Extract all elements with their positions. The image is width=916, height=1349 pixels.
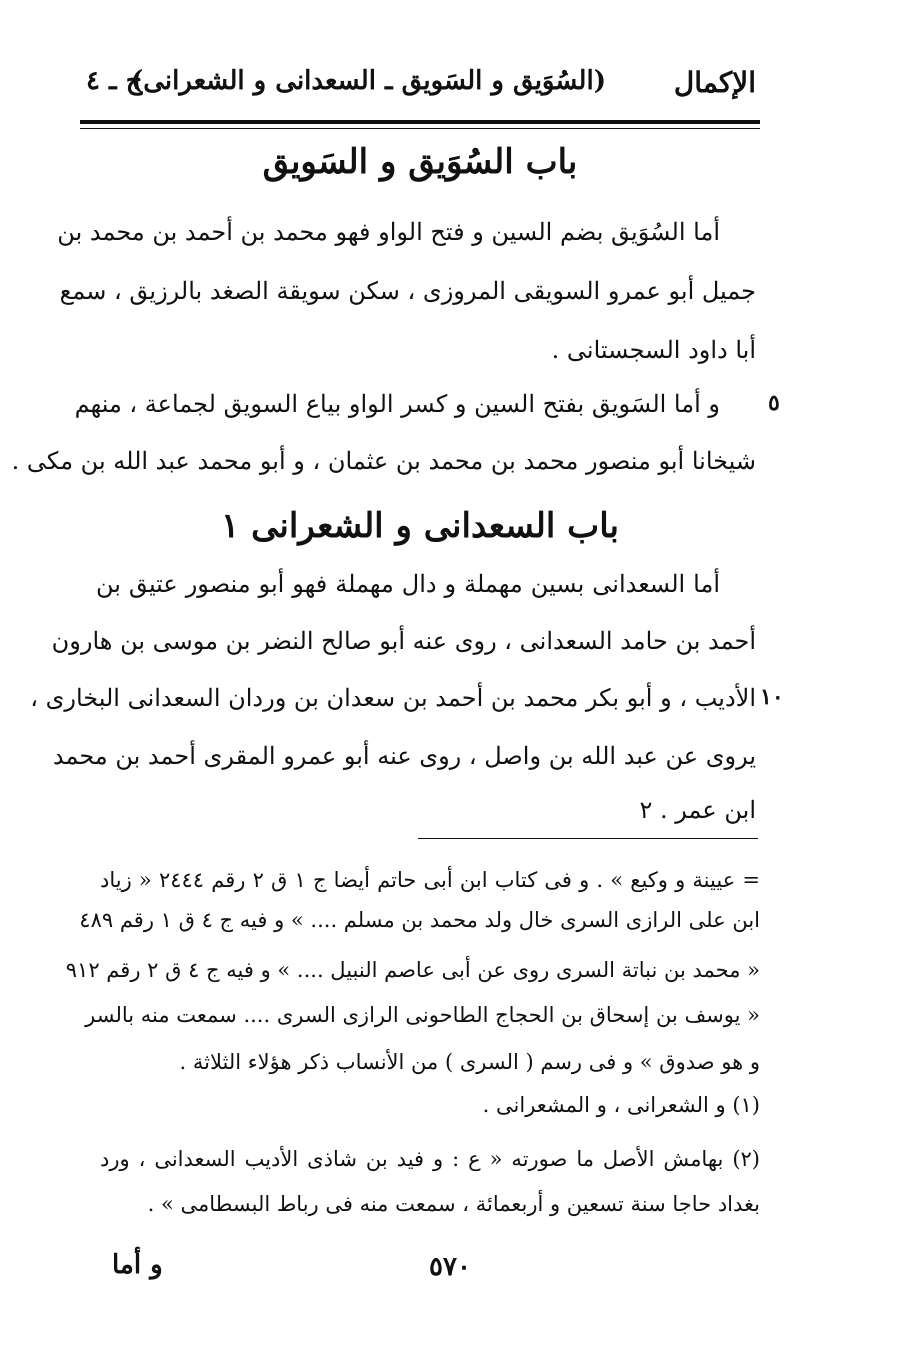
header-rule-thick xyxy=(80,120,760,124)
header-book-title: الإكمال xyxy=(673,66,756,99)
body-line: الأديب ، و أبو بكر محمد بن أحمد بن سعدان بن وردان السعدانى البخارى ، xyxy=(30,684,756,712)
footnote-line: « محمد بن نباتة السرى روى عن أبى عاصم النبيل .... » و فيه ج ٤ ق ٢ رقم ٩١٢ xyxy=(65,958,760,982)
running-header xyxy=(86,62,756,112)
body-line: جميل أبو عمرو السويقى المروزى ، سكن سويقة الصغد بالرزيق ، سمع xyxy=(59,277,756,305)
section-title-sadani: باب السعدانى و الشعرانى ١ xyxy=(220,506,620,546)
catchword: و أما xyxy=(112,1250,163,1280)
header-rule-thin xyxy=(80,128,760,129)
page-number: ٥٧٠ xyxy=(429,1252,471,1282)
body-line: أما السعدانى بسين مهملة و دال مهملة فهو أبو منصور عتيق بن xyxy=(96,570,720,598)
footnote-line: = عيينة و وكيع » . و فى كتاب ابن أبى حاتم أيضا ج ١ ق ٢ رقم ٢٤٤٤ « زياد xyxy=(100,868,760,892)
body-line: أبا داود السجستانى . xyxy=(551,336,756,364)
footnote-1: (١) و الشعرانى ، و المشعرانى . xyxy=(482,1093,760,1117)
footnote-2: (٢) بهامش الأصل ما صورته « ع : و فيد بن شاذى الأديب السعدانى ، ورد xyxy=(100,1147,760,1171)
footnote-line: ابن على الرازى السرى خال ولد محمد بن مسلم .... » و فيه ج ٤ ق ١ رقم ٤٨٩ xyxy=(79,908,760,932)
header-volume: ج ـ ٤ xyxy=(86,66,143,96)
header-chapter-title: (السُوَيق و السَويق ـ السعدانى و الشعرانى) xyxy=(130,66,606,96)
line-number-10: ١٠ xyxy=(760,684,784,710)
footnote-line: « يوسف بن إسحاق بن الحجاج الطاحونى الرازى السرى .... سمعت منه بالسر xyxy=(85,1003,760,1027)
section-title-suwayq: باب السُوَيق و السَويق xyxy=(262,142,578,182)
body-line: أحمد بن حامد السعدانى ، روى عنه أبو صالح النضر بن موسى بن هارون xyxy=(51,627,756,655)
body-line: و أما السَويق بفتح السين و كسر الواو بياع السويق لجماعة ، منهم xyxy=(74,390,720,418)
body-line: أما السُوَيق بضم السين و فتح الواو فهو محمد بن أحمد بن محمد بن xyxy=(57,218,720,246)
body-line: ابن عمر . ٢ xyxy=(639,796,756,824)
footnote-separator xyxy=(418,838,758,839)
body-line: يروى عن عبد الله بن واصل ، روى عنه أبو عمرو المقرى أحمد بن محمد xyxy=(52,742,756,770)
body-line: شيخانا أبو منصور محمد بن محمد بن عثمان ، و أبو محمد عبد الله بن مكى . xyxy=(11,447,756,475)
footnote-line: بغداد حاجا سنة تسعين و أربعمائة ، سمعت منه فى رباط البسطامى » . xyxy=(147,1192,760,1216)
footnote-line: و هو صدوق » و فى رسم ( السرى ) من الأنساب ذكر هؤلاء الثلاثة . xyxy=(179,1050,760,1074)
line-number-5: ٥ xyxy=(768,390,780,416)
